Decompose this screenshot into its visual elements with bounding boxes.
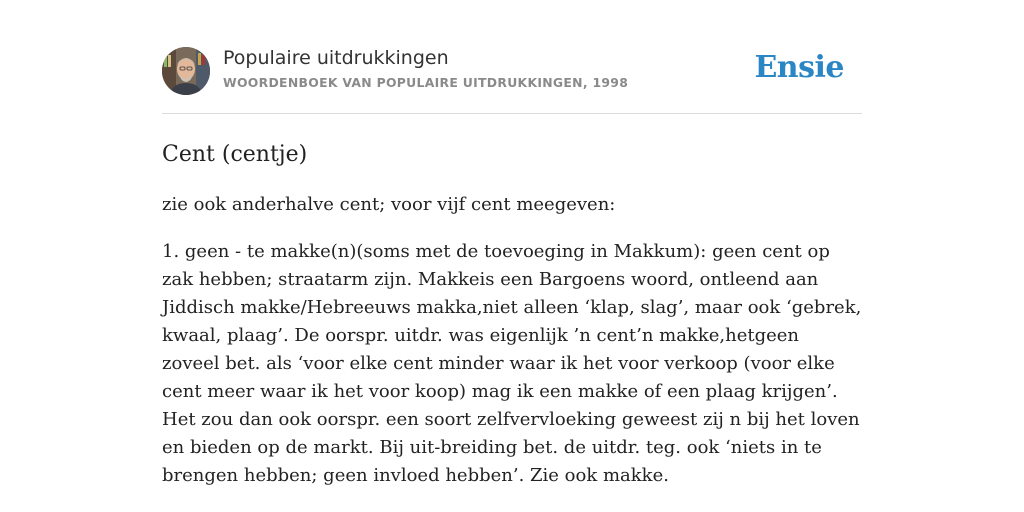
entry-card	[162, 44, 862, 490]
source-header	[162, 44, 862, 114]
source-title[interactable]: Populaire uitdrukkingen	[223, 47, 449, 69]
entry-title: Cent (centje)	[162, 142, 308, 167]
brand-logo[interactable]: Ensie	[754, 50, 844, 85]
author-portrait-icon[interactable]	[162, 47, 210, 95]
definition-text: 1. geen - te makke(n)(soms met de toevoeging in Makkum): geen cent op zak hebben; straatarm zijn. Makkeis een Bargoens woord, ontleend aan Jiddisch makke/Hebreeuws makka,niet alleen ‘klap, slag’, maar ook ‘gebrek, kwaal, plaag’. De oorspr. uitdr. was eigenlijk ’n cent’n makke,hetgeen zoveel bet. als ‘voor elke cent minder waar ik het voor verkoop (voor elke cent meer waar ik het voor koop) mag ik een makke of een plaag krijgen’. Het zou dan ook oorspr. een soort zelfvervloeking geweest zij n bij het loven en bieden op de markt. Bij uit-breiding bet. de uitdr. teg. ook ‘niets in te brengen hebben; geen invloed hebben’. Zie ook makke.	[162, 241, 862, 486]
source-subtitle: WOORDENBOEK VAN POPULAIRE UITDRUKKINGEN, 1998	[223, 75, 629, 90]
source-info	[223, 46, 628, 90]
see-also-text: zie ook anderhalve cent; voor vijf cent meegeven:	[162, 194, 616, 215]
